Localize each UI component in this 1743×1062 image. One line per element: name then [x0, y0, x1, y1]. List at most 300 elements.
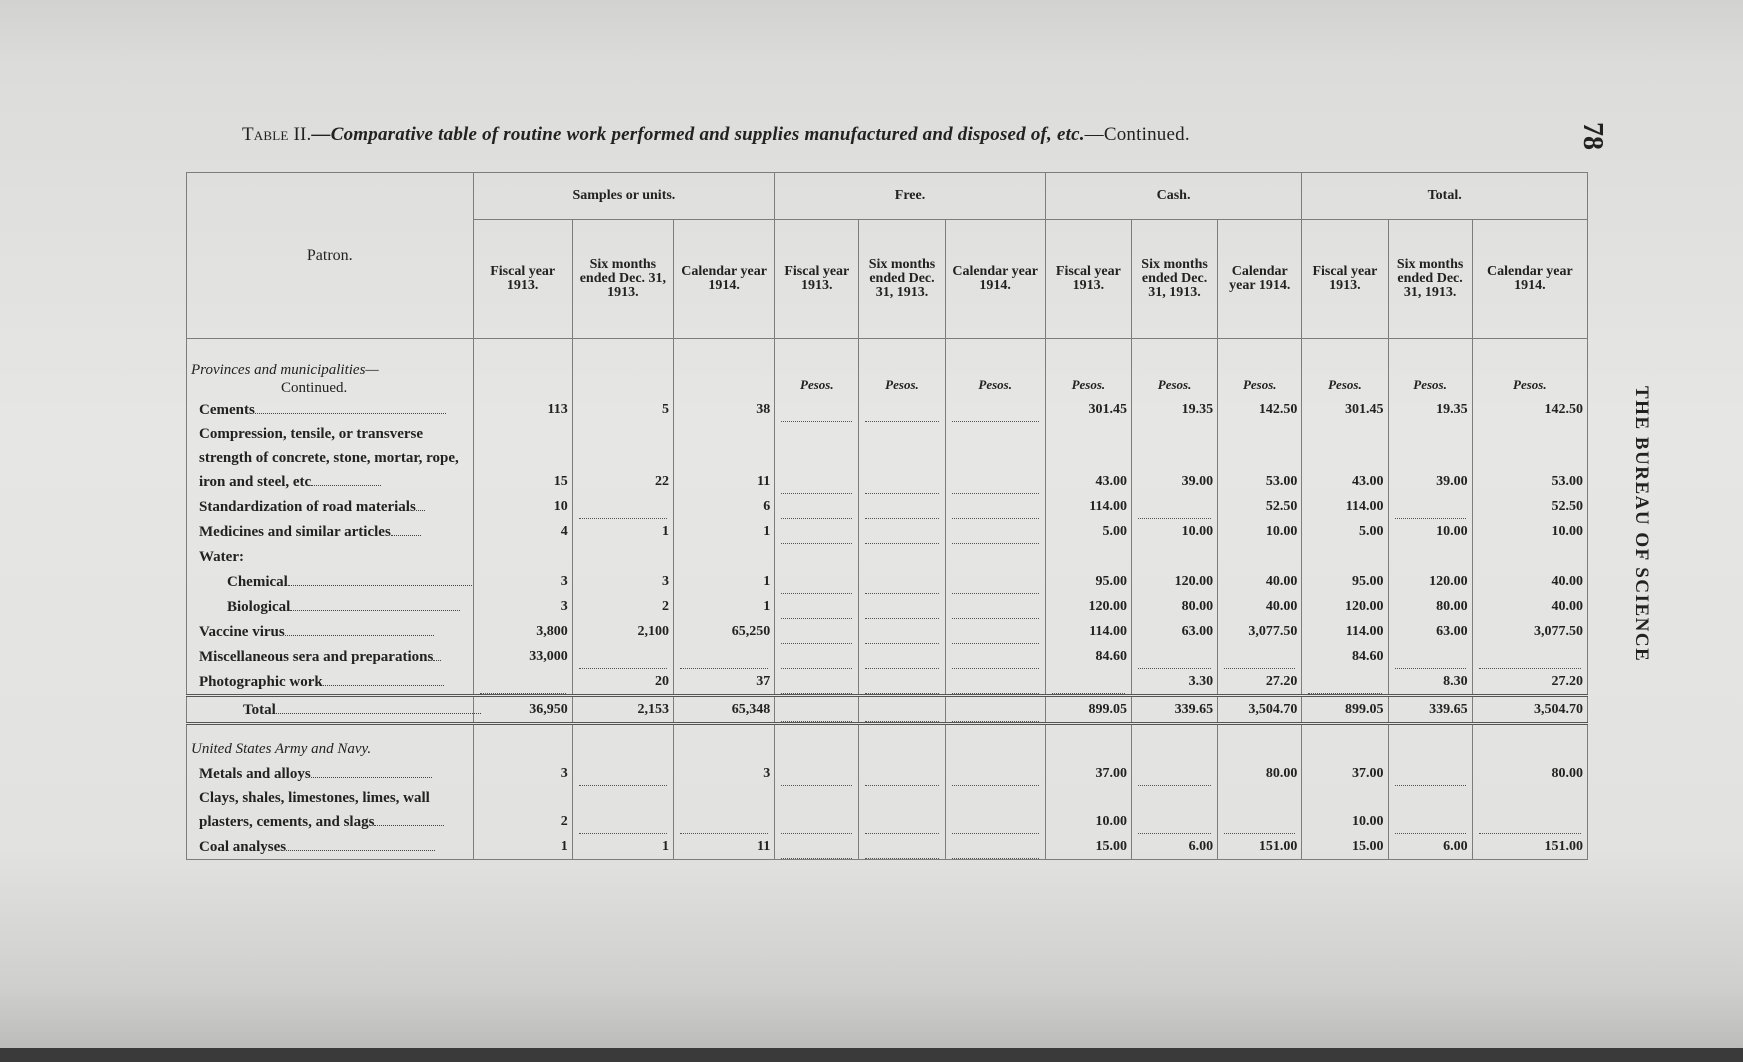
- c-value: 5.00: [1045, 519, 1131, 544]
- leader-dots: [952, 606, 1039, 619]
- page-number: 78: [1577, 122, 1608, 150]
- patron-header: Patron.: [187, 173, 474, 339]
- row-label-text: Standardization of road materials: [199, 499, 416, 515]
- c-cell: [1131, 644, 1217, 669]
- c-cell: [1218, 786, 1302, 834]
- row-label-text: Chemical: [227, 574, 288, 590]
- c-value: 10.00: [1045, 786, 1131, 834]
- leader-dots: [1395, 656, 1466, 669]
- s-value: 1: [473, 834, 572, 860]
- leader-dots: [781, 481, 852, 494]
- t-value: 8.30: [1388, 669, 1472, 696]
- empty-cell: [1218, 544, 1302, 569]
- t-value: 27.20: [1472, 669, 1587, 696]
- c-value: 3,504.70: [1218, 696, 1302, 724]
- leader-dots: [781, 773, 852, 786]
- leader-dots: [285, 623, 434, 636]
- empty-cell: [473, 724, 572, 762]
- empty-cell: [945, 724, 1045, 762]
- empty-cell: [1045, 544, 1131, 569]
- free-cell: [775, 397, 859, 422]
- empty-cell: [945, 544, 1045, 569]
- free-cell: [859, 644, 945, 669]
- leader-dots: [952, 506, 1039, 519]
- c-value: 40.00: [1218, 594, 1302, 619]
- subheader-free-2: Calendar year 1914.: [945, 220, 1045, 339]
- free-cell: [945, 786, 1045, 834]
- section-title: [187, 339, 474, 398]
- table-row: [187, 569, 1588, 594]
- table-row: [187, 397, 1588, 422]
- free-cell: [945, 669, 1045, 696]
- free-cell: [945, 696, 1045, 724]
- leader-dots: [781, 656, 852, 669]
- leader-dots: [865, 773, 938, 786]
- leader-dots: [865, 709, 938, 722]
- c-cell: [1045, 669, 1131, 696]
- leader-dots: [286, 838, 435, 851]
- free-cell: [859, 669, 945, 696]
- s-value: 36,950: [473, 696, 572, 724]
- row-label: [187, 644, 474, 669]
- empty-cell: [1302, 724, 1388, 762]
- subheader-samples-1: Six months ended Dec. 31, 1913.: [572, 220, 673, 339]
- free-cell: [859, 422, 945, 494]
- c-value: 120.00: [1045, 594, 1131, 619]
- leader-dots: [952, 681, 1039, 694]
- t-cell: [1302, 669, 1388, 696]
- t-value: 15.00: [1302, 834, 1388, 860]
- row-label-text: Compression, tensile, or transverse strength of concrete, stone, mortar, rope, iron and steel, etc: [199, 426, 459, 490]
- subheader-free-1: Six months ended Dec. 31, 1913.: [859, 220, 945, 339]
- t-cell: [1472, 786, 1587, 834]
- leader-dots: [416, 498, 425, 511]
- s-value: 15: [473, 422, 572, 494]
- c-value: 19.35: [1131, 397, 1217, 422]
- s-value: 1: [673, 594, 774, 619]
- free-cell: [775, 422, 859, 494]
- leader-dots: [1308, 681, 1381, 694]
- c-value: 80.00: [1131, 594, 1217, 619]
- c-value: 3,077.50: [1218, 619, 1302, 644]
- group-header-total: Total.: [1302, 173, 1588, 220]
- free-cell: [775, 669, 859, 696]
- empty-cell: [1388, 544, 1472, 569]
- empty-cell: [859, 724, 945, 762]
- t-value: 3,077.50: [1472, 619, 1587, 644]
- leader-dots: [781, 606, 852, 619]
- s-value: 3: [473, 569, 572, 594]
- empty-cell: [1131, 724, 1217, 762]
- free-cell: [945, 761, 1045, 786]
- t-value: 40.00: [1472, 594, 1587, 619]
- s-cell: [673, 786, 774, 834]
- t-value: 52.50: [1472, 494, 1587, 519]
- s-cell: [572, 644, 673, 669]
- free-cell: [859, 619, 945, 644]
- leader-dots: [781, 581, 852, 594]
- leader-dots: [865, 531, 938, 544]
- t-value: 43.00: [1302, 422, 1388, 494]
- s-cell: [473, 669, 572, 696]
- c-value: 10.00: [1218, 519, 1302, 544]
- row-label: [187, 786, 474, 834]
- table-row: [187, 834, 1588, 860]
- s-value: 65,250: [673, 619, 774, 644]
- currency-label: Pesos.: [775, 339, 859, 398]
- leader-dots: [579, 656, 667, 669]
- empty-cell: [572, 339, 673, 398]
- t-cell: [1388, 644, 1472, 669]
- t-value: 95.00: [1302, 569, 1388, 594]
- leader-dots: [276, 701, 481, 714]
- subheader-cash-1: Six months ended Dec. 31, 1913.: [1131, 220, 1217, 339]
- leader-dots: [781, 821, 852, 834]
- subheader-samples-0: Fiscal year 1913.: [473, 220, 572, 339]
- section-title-provinces: Provinces and municipalities—: [191, 362, 379, 378]
- leader-dots: [865, 581, 938, 594]
- s-value: 1: [572, 834, 673, 860]
- currency-label: Pesos.: [1302, 339, 1388, 398]
- leader-dots: [579, 773, 667, 786]
- leader-dots: [865, 409, 938, 422]
- c-value: 84.60: [1045, 644, 1131, 669]
- currency-label: Pesos.: [1045, 339, 1131, 398]
- leader-dots: [1395, 506, 1466, 519]
- row-label-text: Water:: [199, 549, 244, 565]
- leader-dots: [781, 631, 852, 644]
- row-label: [187, 696, 474, 724]
- row-label-text: Metals and alloys: [199, 766, 311, 782]
- s-value: 113: [473, 397, 572, 422]
- s-value: 20: [572, 669, 673, 696]
- t-value: 114.00: [1302, 494, 1388, 519]
- t-cell: [1388, 786, 1472, 834]
- row-label-text: Biological: [227, 599, 291, 615]
- group-header-cash: Cash.: [1045, 173, 1302, 220]
- leader-dots: [374, 813, 444, 826]
- s-cell: [673, 644, 774, 669]
- leader-dots: [952, 656, 1039, 669]
- table-row: [187, 544, 1588, 569]
- subheader-cash-0: Fiscal year 1913.: [1045, 220, 1131, 339]
- routine-work-table: [186, 172, 1588, 860]
- t-value: 80.00: [1388, 594, 1472, 619]
- s-value: 2,100: [572, 619, 673, 644]
- leader-dots: [680, 656, 768, 669]
- leader-dots: [680, 821, 768, 834]
- table-row: [187, 761, 1588, 786]
- c-value: 114.00: [1045, 494, 1131, 519]
- s-value: 1: [673, 569, 774, 594]
- section-heading-row: [187, 339, 1588, 398]
- t-value: 39.00: [1388, 422, 1472, 494]
- empty-cell: [673, 544, 774, 569]
- running-head: THE BUREAU OF SCIENCE: [1631, 386, 1652, 663]
- currency-label: Pesos.: [1131, 339, 1217, 398]
- caption-title: —Comparative table of routine work performed and supplies manufactured and disposed of, etc.: [311, 124, 1085, 145]
- row-label: [187, 669, 474, 696]
- table-row: [187, 669, 1588, 696]
- free-cell: [859, 594, 945, 619]
- free-cell: [945, 494, 1045, 519]
- empty-cell: [473, 339, 572, 398]
- t-value: 3,504.70: [1472, 696, 1587, 724]
- free-cell: [945, 594, 1045, 619]
- leader-dots: [1052, 681, 1125, 694]
- s-value: 3,800: [473, 619, 572, 644]
- caption-prefix: Table II.: [242, 124, 312, 145]
- c-value: 339.65: [1131, 696, 1217, 724]
- leader-dots: [1479, 821, 1581, 834]
- currency-label: Pesos.: [1388, 339, 1472, 398]
- s-value: 3: [673, 761, 774, 786]
- free-cell: [859, 761, 945, 786]
- empty-cell: [1218, 724, 1302, 762]
- table-row: [187, 494, 1588, 519]
- leader-dots: [952, 773, 1039, 786]
- row-label: [187, 544, 474, 569]
- leader-dots: [1479, 656, 1581, 669]
- c-value: 120.00: [1131, 569, 1217, 594]
- leader-dots: [865, 606, 938, 619]
- table-row: [187, 594, 1588, 619]
- section-title-continued: Continued.: [281, 380, 348, 396]
- leader-dots: [1224, 656, 1295, 669]
- table-row: [187, 619, 1588, 644]
- free-cell: [945, 397, 1045, 422]
- leader-dots: [1138, 773, 1211, 786]
- caption-suffix: —Continued.: [1084, 124, 1190, 145]
- table-row: [187, 519, 1588, 544]
- s-cell: [572, 494, 673, 519]
- group-header-free: Free.: [775, 173, 1046, 220]
- free-cell: [775, 569, 859, 594]
- currency-label: Pesos.: [859, 339, 945, 398]
- free-cell: [859, 696, 945, 724]
- t-value: 10.00: [1472, 519, 1587, 544]
- empty-cell: [775, 544, 859, 569]
- t-value: 6.00: [1388, 834, 1472, 860]
- leader-dots: [1395, 773, 1466, 786]
- empty-cell: [673, 724, 774, 762]
- c-value: 80.00: [1218, 761, 1302, 786]
- row-label: [187, 569, 474, 594]
- c-value: 899.05: [1045, 696, 1131, 724]
- s-value: 37: [673, 669, 774, 696]
- c-value: 39.00: [1131, 422, 1217, 494]
- row-label-text: Clays, shales, limestones, limes, wall plasters, cements, and slags: [199, 790, 430, 830]
- leader-dots: [480, 681, 566, 694]
- t-value: 301.45: [1302, 397, 1388, 422]
- s-value: 2: [572, 594, 673, 619]
- subheader-samples-2: Calendar year 1914.: [673, 220, 774, 339]
- row-label: [187, 397, 474, 422]
- empty-cell: [1472, 724, 1587, 762]
- t-value: 37.00: [1302, 761, 1388, 786]
- table-row: [187, 644, 1588, 669]
- leader-dots: [579, 506, 667, 519]
- free-cell: [775, 519, 859, 544]
- t-value: 114.00: [1302, 619, 1388, 644]
- c-value: 95.00: [1045, 569, 1131, 594]
- free-cell: [945, 644, 1045, 669]
- leader-dots: [311, 765, 432, 778]
- row-label: [187, 594, 474, 619]
- leader-dots: [433, 648, 441, 661]
- s-value: 10: [473, 494, 572, 519]
- empty-cell: [572, 724, 673, 762]
- s-value: 5: [572, 397, 673, 422]
- subheader-total-2: Calendar year 1914.: [1472, 220, 1587, 339]
- free-cell: [945, 834, 1045, 860]
- c-value: 63.00: [1131, 619, 1217, 644]
- row-label-text: Coal analyses: [199, 839, 287, 855]
- free-cell: [945, 619, 1045, 644]
- subheader-total-0: Fiscal year 1913.: [1302, 220, 1388, 339]
- s-cell: [572, 786, 673, 834]
- s-value: 33,000: [473, 644, 572, 669]
- currency-label: Pesos.: [945, 339, 1045, 398]
- table-row: [187, 786, 1588, 834]
- leader-dots: [865, 681, 938, 694]
- free-cell: [775, 644, 859, 669]
- c-value: 37.00: [1045, 761, 1131, 786]
- section-heading-row: [187, 724, 1588, 762]
- row-label: [187, 519, 474, 544]
- leader-dots: [290, 598, 460, 611]
- free-cell: [859, 786, 945, 834]
- empty-cell: [1302, 544, 1388, 569]
- empty-cell: [775, 724, 859, 762]
- currency-label: Pesos.: [1472, 339, 1587, 398]
- c-value: 6.00: [1131, 834, 1217, 860]
- leader-dots: [865, 506, 938, 519]
- free-cell: [775, 834, 859, 860]
- empty-cell: [1472, 544, 1587, 569]
- t-value: 10.00: [1388, 519, 1472, 544]
- s-value: 2: [473, 786, 572, 834]
- free-cell: [775, 619, 859, 644]
- t-value: 142.50: [1472, 397, 1587, 422]
- leader-dots: [865, 656, 938, 669]
- c-value: 27.20: [1218, 669, 1302, 696]
- s-value: 1: [572, 519, 673, 544]
- leader-dots: [952, 531, 1039, 544]
- empty-cell: [673, 339, 774, 398]
- t-value: 10.00: [1302, 786, 1388, 834]
- c-value: 301.45: [1045, 397, 1131, 422]
- leader-dots: [781, 531, 852, 544]
- leader-dots: [952, 409, 1039, 422]
- table-row: [187, 422, 1588, 494]
- free-cell: [859, 397, 945, 422]
- table-row: [187, 696, 1588, 724]
- s-value: 11: [673, 834, 774, 860]
- row-label-text: Photographic work: [199, 674, 323, 690]
- t-value: 53.00: [1472, 422, 1587, 494]
- leader-dots: [391, 523, 421, 536]
- c-value: 53.00: [1218, 422, 1302, 494]
- c-cell: [1218, 644, 1302, 669]
- empty-cell: [1131, 544, 1217, 569]
- leader-dots: [311, 473, 381, 486]
- s-value: 22: [572, 422, 673, 494]
- free-cell: [859, 569, 945, 594]
- row-label-text: Total: [243, 702, 276, 718]
- row-label: [187, 619, 474, 644]
- s-value: 1: [673, 519, 774, 544]
- empty-cell: [859, 544, 945, 569]
- free-cell: [945, 569, 1045, 594]
- leader-dots: [952, 709, 1039, 722]
- s-value: 65,348: [673, 696, 774, 724]
- leader-dots: [952, 481, 1039, 494]
- t-cell: [1388, 761, 1472, 786]
- empty-cell: [1045, 724, 1131, 762]
- empty-cell: [473, 544, 572, 569]
- t-value: 80.00: [1472, 761, 1587, 786]
- c-cell: [1131, 494, 1217, 519]
- subheader-total-1: Six months ended Dec. 31, 1913.: [1388, 220, 1472, 339]
- free-cell: [945, 422, 1045, 494]
- s-cell: [572, 761, 673, 786]
- leader-dots: [952, 846, 1039, 859]
- leader-dots: [952, 581, 1039, 594]
- s-value: 3: [572, 569, 673, 594]
- section-title-army-navy: United States Army and Navy.: [187, 724, 474, 762]
- t-value: 151.00: [1472, 834, 1587, 860]
- c-cell: [1131, 786, 1217, 834]
- s-value: 38: [673, 397, 774, 422]
- c-value: 3.30: [1131, 669, 1217, 696]
- s-value: 6: [673, 494, 774, 519]
- t-cell: [1388, 494, 1472, 519]
- c-value: 142.50: [1218, 397, 1302, 422]
- row-label: [187, 761, 474, 786]
- leader-dots: [781, 846, 852, 859]
- leader-dots: [1224, 821, 1295, 834]
- leader-dots: [1138, 821, 1211, 834]
- t-value: 5.00: [1302, 519, 1388, 544]
- t-value: 120.00: [1388, 569, 1472, 594]
- t-value: 19.35: [1388, 397, 1472, 422]
- leader-dots: [1395, 821, 1466, 834]
- t-value: 120.00: [1302, 594, 1388, 619]
- free-cell: [859, 834, 945, 860]
- row-label: [187, 422, 474, 494]
- leader-dots: [579, 821, 667, 834]
- t-value: 40.00: [1472, 569, 1587, 594]
- group-header-samples: Samples or units.: [473, 173, 775, 220]
- c-value: 43.00: [1045, 422, 1131, 494]
- free-cell: [945, 519, 1045, 544]
- empty-cell: [1388, 724, 1472, 762]
- leader-dots: [1138, 656, 1211, 669]
- subheader-cash-2: Calendar year 1914.: [1218, 220, 1302, 339]
- t-value: 339.65: [1388, 696, 1472, 724]
- t-value: 899.05: [1302, 696, 1388, 724]
- table-caption: [242, 124, 1532, 146]
- leader-dots: [952, 631, 1039, 644]
- leader-dots: [952, 821, 1039, 834]
- free-cell: [775, 786, 859, 834]
- c-value: 151.00: [1218, 834, 1302, 860]
- s-value: 4: [473, 519, 572, 544]
- empty-cell: [572, 544, 673, 569]
- leader-dots: [781, 409, 852, 422]
- leader-dots: [255, 401, 446, 414]
